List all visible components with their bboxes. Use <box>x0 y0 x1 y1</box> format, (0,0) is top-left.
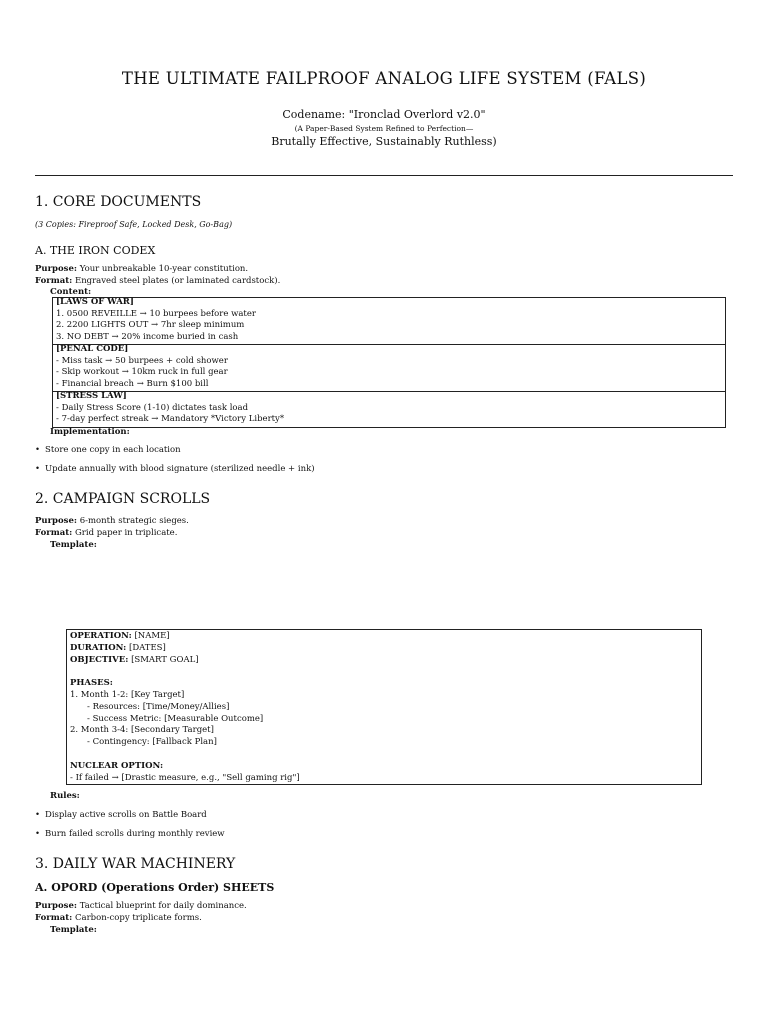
format-text: Engraved steel plates (or laminated cardstock). <box>72 275 281 286</box>
stress-law-section <box>53 391 725 426</box>
template-label: Template: <box>50 540 97 550</box>
iron-codex-format <box>35 276 280 288</box>
phase-detail: - Contingency: [Fallback Plan] <box>87 737 217 748</box>
operation-line: OPERATION: [NAME] <box>70 631 170 641</box>
nuclear-option-label: NUCLEAR OPTION: <box>70 760 164 771</box>
iron-codex-box <box>52 297 726 428</box>
format-label: Format: <box>35 913 73 923</box>
penal-item: - Financial breach → Burn $100 bill <box>56 378 209 389</box>
purpose-text: Tactical blueprint for daily dominance. <box>77 901 247 911</box>
purpose-label: Purpose: <box>35 516 77 526</box>
section-2-heading: 2. CAMPAIGN SCROLLS <box>35 491 211 507</box>
horizontal-rule <box>35 175 733 176</box>
purpose-label: Purpose: <box>35 901 77 911</box>
opord-format <box>35 913 202 925</box>
opord-heading: A. OPORD (Operations Order) SHEETS <box>35 881 275 894</box>
list-item: • Burn failed scrolls during monthly review <box>35 829 225 839</box>
campaign-format <box>35 528 177 540</box>
list-item: • Update annually with blood signature (sterilized needle + ink) <box>35 464 315 474</box>
format-text: Carbon-copy triplicate forms. <box>72 913 202 923</box>
phase-line: 2. Month 3-4: [Secondary Target] <box>70 725 214 736</box>
duration-line: DURATION: [DATES] <box>70 642 166 653</box>
purpose-label: Purpose: <box>35 264 77 274</box>
purpose-text: Your unbreakable 10-year constitution. <box>77 264 249 274</box>
iron-codex-heading: A. THE IRON CODEX <box>35 244 156 257</box>
phases-label: PHASES: <box>70 678 113 689</box>
implementation-label: Implementation: <box>50 427 130 437</box>
section-1-heading: 1. CORE DOCUMENTS <box>35 194 202 210</box>
law-item: 1. 0500 REVEILLE → 10 burpees before water <box>56 308 256 319</box>
list-item: • Store one copy in each location <box>35 445 181 455</box>
motto: Brutally Effective, Sustainably Ruthless) <box>271 135 497 148</box>
stress-header: [STRESS LAW] <box>56 391 127 401</box>
format-label: Format: <box>35 528 73 538</box>
laws-of-war-section <box>53 297 725 343</box>
bullet-icon: • <box>35 445 41 455</box>
template-label: Template: <box>50 925 97 935</box>
copies-note: (3 Copies: Fireproof Safe, Locked Desk, Go-Bag) <box>35 220 233 229</box>
penal-code-section <box>53 344 725 390</box>
bullet-icon: • <box>35 464 41 474</box>
codename: Codename: "Ironclad Overlord v2.0" <box>282 108 486 121</box>
rules-label: Rules: <box>50 791 80 801</box>
penal-header: [PENAL CODE] <box>56 344 129 354</box>
stress-item: - Daily Stress Score (1-10) dictates task load <box>56 402 249 413</box>
tagline: (A Paper-Based System Refined to Perfection— <box>294 124 474 133</box>
iron-codex-purpose <box>35 264 248 276</box>
purpose-text: 6-month strategic sieges. <box>77 516 189 526</box>
phase-detail: - Resources: [Time/Money/Allies] <box>87 701 230 712</box>
objective-line: OBJECTIVE: [SMART GOAL] <box>70 654 199 665</box>
format-text: Grid paper in triplicate. <box>72 528 178 538</box>
bullet-icon: • <box>35 829 41 839</box>
phase-line: 1. Month 1-2: [Key Target] <box>70 689 185 700</box>
campaign-purpose <box>35 516 189 528</box>
penal-item: - Miss task → 50 burpees + cold shower <box>56 355 228 366</box>
penal-item: - Skip workout → 10km ruck in full gear <box>56 367 228 377</box>
campaign-template-box <box>66 629 702 785</box>
format-label: Format: <box>35 275 73 286</box>
law-item: 2. 2200 LIGHTS OUT → 7hr sleep minimum <box>56 320 245 330</box>
nuclear-option-value: - If failed → [Drastic measure, e.g., "Sell gaming rig"] <box>70 772 300 783</box>
content-label: Content: <box>50 287 92 297</box>
document-title: THE ULTIMATE FAILPROOF ANALOG LIFE SYSTEM (FALS) <box>121 69 647 88</box>
opord-purpose <box>35 901 247 913</box>
laws-header: [LAWS OF WAR] <box>56 297 134 307</box>
list-item: • Display active scrolls on Battle Board <box>35 810 207 820</box>
phase-detail: - Success Metric: [Measurable Outcome] <box>87 713 264 724</box>
stress-item: - 7-day perfect streak → Mandatory *Victory Liberty* <box>56 414 285 424</box>
law-item: 3. NO DEBT → 20% income buried in cash <box>56 331 239 342</box>
bullet-icon: • <box>35 810 41 820</box>
section-3-heading: 3. DAILY WAR MACHINERY <box>35 856 236 872</box>
